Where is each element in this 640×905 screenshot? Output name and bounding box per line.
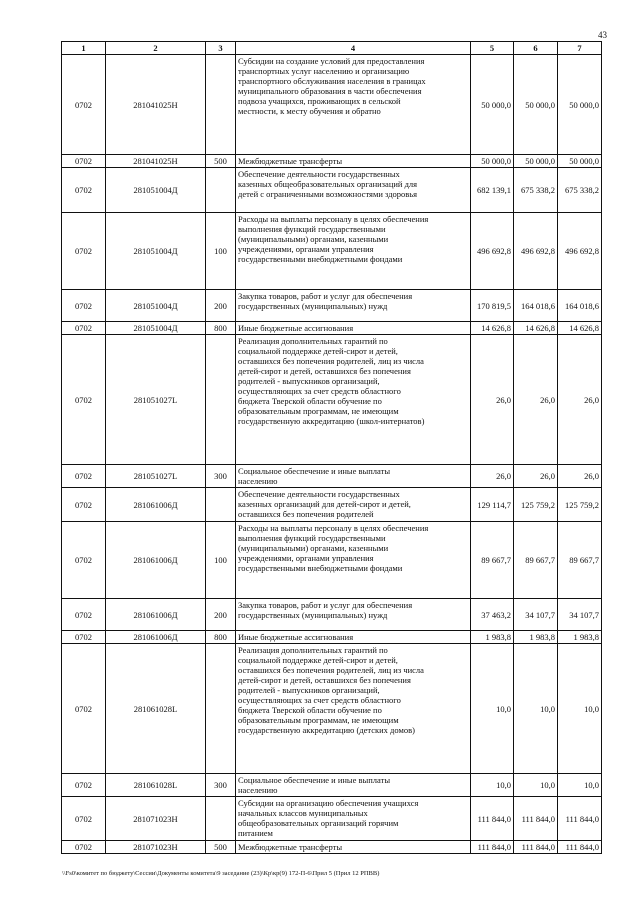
cell-description: Расходы на выплаты персоналу в целях обеспечения выполнения функций государственными (муниципальными) органами, казенными учреждениями, органами управления государственными внебюджетными фондами [236,213,471,290]
cell-article: 281051004Д [106,290,206,322]
cell-expense-type [206,168,236,213]
footer-path: \\Fs0\комитет по бюджету\Сессии\Документы комитета\9 заседание (23)\Кр\кр(9) 172-П-6\Прил 5 (Прил 12 РПВВ) [62,870,380,877]
table-row [62,55,602,155]
cell-expense-type [206,644,236,774]
cell-description: Закупка товаров, работ и услуг для обеспечения государственных (муниципальных) нужд [236,290,471,322]
cell-article: 281061028L [106,774,206,797]
cell-value-7: 26,0 [558,335,602,465]
cell-section: 0702 [62,488,106,522]
col-header-5: 5 [471,42,514,55]
cell-description: Обеспечение деятельности государственных казенных организаций для детей-сирот и детей, оставшихся без попечения родителей [236,488,471,522]
cell-article: 281051004Д [106,168,206,213]
cell-expense-type: 800 [206,322,236,335]
cell-value-6: 26,0 [514,465,558,488]
cell-section: 0702 [62,644,106,774]
table-row [62,599,602,631]
cell-value-7: 10,0 [558,644,602,774]
cell-value-5: 111 844,0 [471,797,514,841]
col-header-2: 2 [106,42,206,55]
cell-value-7: 675 338,2 [558,168,602,213]
cell-description: Расходы на выплаты персоналу в целях обеспечения выполнения функций государственными (муниципальными) органами, казенными учреждениями, органами управления государственными внебюджетными фондами [236,522,471,599]
cell-section: 0702 [62,290,106,322]
cell-value-5: 50 000,0 [471,55,514,155]
cell-article: 281051027L [106,335,206,465]
cell-expense-type: 200 [206,599,236,631]
cell-section: 0702 [62,465,106,488]
cell-expense-type: 200 [206,290,236,322]
cell-description: Иные бюджетные ассигнования [236,322,471,335]
cell-section: 0702 [62,841,106,854]
cell-value-5: 14 626,8 [471,322,514,335]
cell-section: 0702 [62,335,106,465]
cell-expense-type [206,488,236,522]
cell-value-7: 89 667,7 [558,522,602,599]
table-row [62,335,602,465]
table-row [62,522,602,599]
cell-expense-type [206,55,236,155]
cell-value-7: 496 692,8 [558,213,602,290]
cell-section: 0702 [62,155,106,168]
cell-value-5: 50 000,0 [471,155,514,168]
cell-value-6: 26,0 [514,335,558,465]
table-row [62,465,602,488]
cell-value-6: 125 759,2 [514,488,558,522]
cell-description: Социальное обеспечение и иные выплаты населению [236,774,471,797]
cell-article: 281051004Д [106,213,206,290]
cell-value-7: 10,0 [558,774,602,797]
cell-article: 281051027L [106,465,206,488]
col-header-3: 3 [206,42,236,55]
cell-value-5: 26,0 [471,335,514,465]
cell-value-6: 14 626,8 [514,322,558,335]
cell-value-6: 89 667,7 [514,522,558,599]
cell-article: 281061006Д [106,488,206,522]
budget-table [61,41,602,854]
cell-value-5: 496 692,8 [471,213,514,290]
cell-value-6: 111 844,0 [514,797,558,841]
table-row [62,155,602,168]
table-row [62,774,602,797]
cell-description: Иные бюджетные ассигнования [236,631,471,644]
cell-value-7: 1 983,8 [558,631,602,644]
cell-value-7: 50 000,0 [558,55,602,155]
cell-section: 0702 [62,322,106,335]
page-number: 43 [598,30,607,40]
cell-section: 0702 [62,55,106,155]
cell-value-6: 10,0 [514,644,558,774]
cell-description: Субсидии на создание условий для предоставления транспортных услуг населению и организацию транспортного обслуживания населения в границах муниципального образования в части обеспечения подвоза учащихся, проживающих в сельской местности, к месту обучения и обратно [236,55,471,155]
cell-article: 281041025Н [106,155,206,168]
cell-expense-type [206,335,236,465]
cell-expense-type: 800 [206,631,236,644]
cell-article: 281051004Д [106,322,206,335]
col-header-1: 1 [62,42,106,55]
table-row [62,168,602,213]
table-row [62,322,602,335]
cell-value-5: 26,0 [471,465,514,488]
cell-value-6: 111 844,0 [514,841,558,854]
col-header-6: 6 [514,42,558,55]
cell-section: 0702 [62,168,106,213]
cell-value-7: 50 000,0 [558,155,602,168]
cell-value-5: 89 667,7 [471,522,514,599]
cell-description: Реализация дополнительных гарантий по социальной поддержке детей-сирот и детей, оставшихся без попечения родителей, лиц из числа детей-сирот и детей, оставшихся без попечения родителей - выпускников организаций, осуществляющих за счет средств областного бюджета Тверской области обучение по образовательным программам, не имеющим государственную аккредитацию (школ-интернатов) [236,335,471,465]
cell-value-5: 170 819,5 [471,290,514,322]
cell-description: Реализация дополнительных гарантий по социальной поддержке детей-сирот и детей, оставшихся без попечения родителей, лиц из числа детей-сирот и детей, оставшихся без попечения родителей - выпускников организаций, осуществляющих за счет средств областного бюджета Тверской области обучение по образовательным программам, не имеющим государственную аккредитацию (детских домов) [236,644,471,774]
cell-description: Субсидии на организацию обеспечения учащихся начальных классов муниципальных общеобразовательных организаций горячим питанием [236,797,471,841]
cell-value-5: 10,0 [471,644,514,774]
cell-expense-type: 500 [206,155,236,168]
cell-value-6: 675 338,2 [514,168,558,213]
cell-description: Обеспечение деятельности государственных казенных общеобразовательных организаций для детей с ограниченными возможностями здоровья [236,168,471,213]
cell-description: Межбюджетные трансферты [236,155,471,168]
cell-value-6: 50 000,0 [514,155,558,168]
table-row [62,213,602,290]
cell-description: Межбюджетные трансферты [236,841,471,854]
cell-article: 281061006Д [106,599,206,631]
table-row [62,644,602,774]
cell-value-7: 26,0 [558,465,602,488]
table-row [62,797,602,841]
cell-expense-type: 100 [206,522,236,599]
cell-value-5: 682 139,1 [471,168,514,213]
table-row [62,631,602,644]
cell-section: 0702 [62,774,106,797]
cell-value-7: 125 759,2 [558,488,602,522]
cell-section: 0702 [62,631,106,644]
table-row [62,488,602,522]
cell-article: 281071023Н [106,797,206,841]
cell-article: 281071023Н [106,841,206,854]
cell-value-6: 10,0 [514,774,558,797]
cell-value-7: 14 626,8 [558,322,602,335]
cell-expense-type: 300 [206,774,236,797]
cell-value-5: 10,0 [471,774,514,797]
cell-value-7: 34 107,7 [558,599,602,631]
cell-value-5: 1 983,8 [471,631,514,644]
cell-value-7: 111 844,0 [558,797,602,841]
cell-value-6: 34 107,7 [514,599,558,631]
cell-expense-type: 100 [206,213,236,290]
cell-expense-type: 300 [206,465,236,488]
col-header-7: 7 [558,42,602,55]
cell-value-6: 164 018,6 [514,290,558,322]
cell-article: 281061006Д [106,631,206,644]
cell-section: 0702 [62,522,106,599]
cell-description: Социальное обеспечение и иные выплаты населению [236,465,471,488]
cell-expense-type: 500 [206,841,236,854]
cell-value-7: 164 018,6 [558,290,602,322]
col-header-4: 4 [236,42,471,55]
cell-description: Закупка товаров, работ и услуг для обеспечения государственных (муниципальных) нужд [236,599,471,631]
cell-value-5: 37 463,2 [471,599,514,631]
cell-value-6: 50 000,0 [514,55,558,155]
cell-value-5: 129 114,7 [471,488,514,522]
cell-value-7: 111 844,0 [558,841,602,854]
cell-value-6: 496 692,8 [514,213,558,290]
table-row [62,841,602,854]
table-row [62,290,602,322]
cell-article: 281061006Д [106,522,206,599]
cell-section: 0702 [62,599,106,631]
cell-value-5: 111 844,0 [471,841,514,854]
cell-expense-type [206,797,236,841]
cell-section: 0702 [62,797,106,841]
cell-value-6: 1 983,8 [514,631,558,644]
header-row [62,42,602,55]
cell-article: 281061028L [106,644,206,774]
cell-section: 0702 [62,213,106,290]
cell-article: 281041025Н [106,55,206,155]
